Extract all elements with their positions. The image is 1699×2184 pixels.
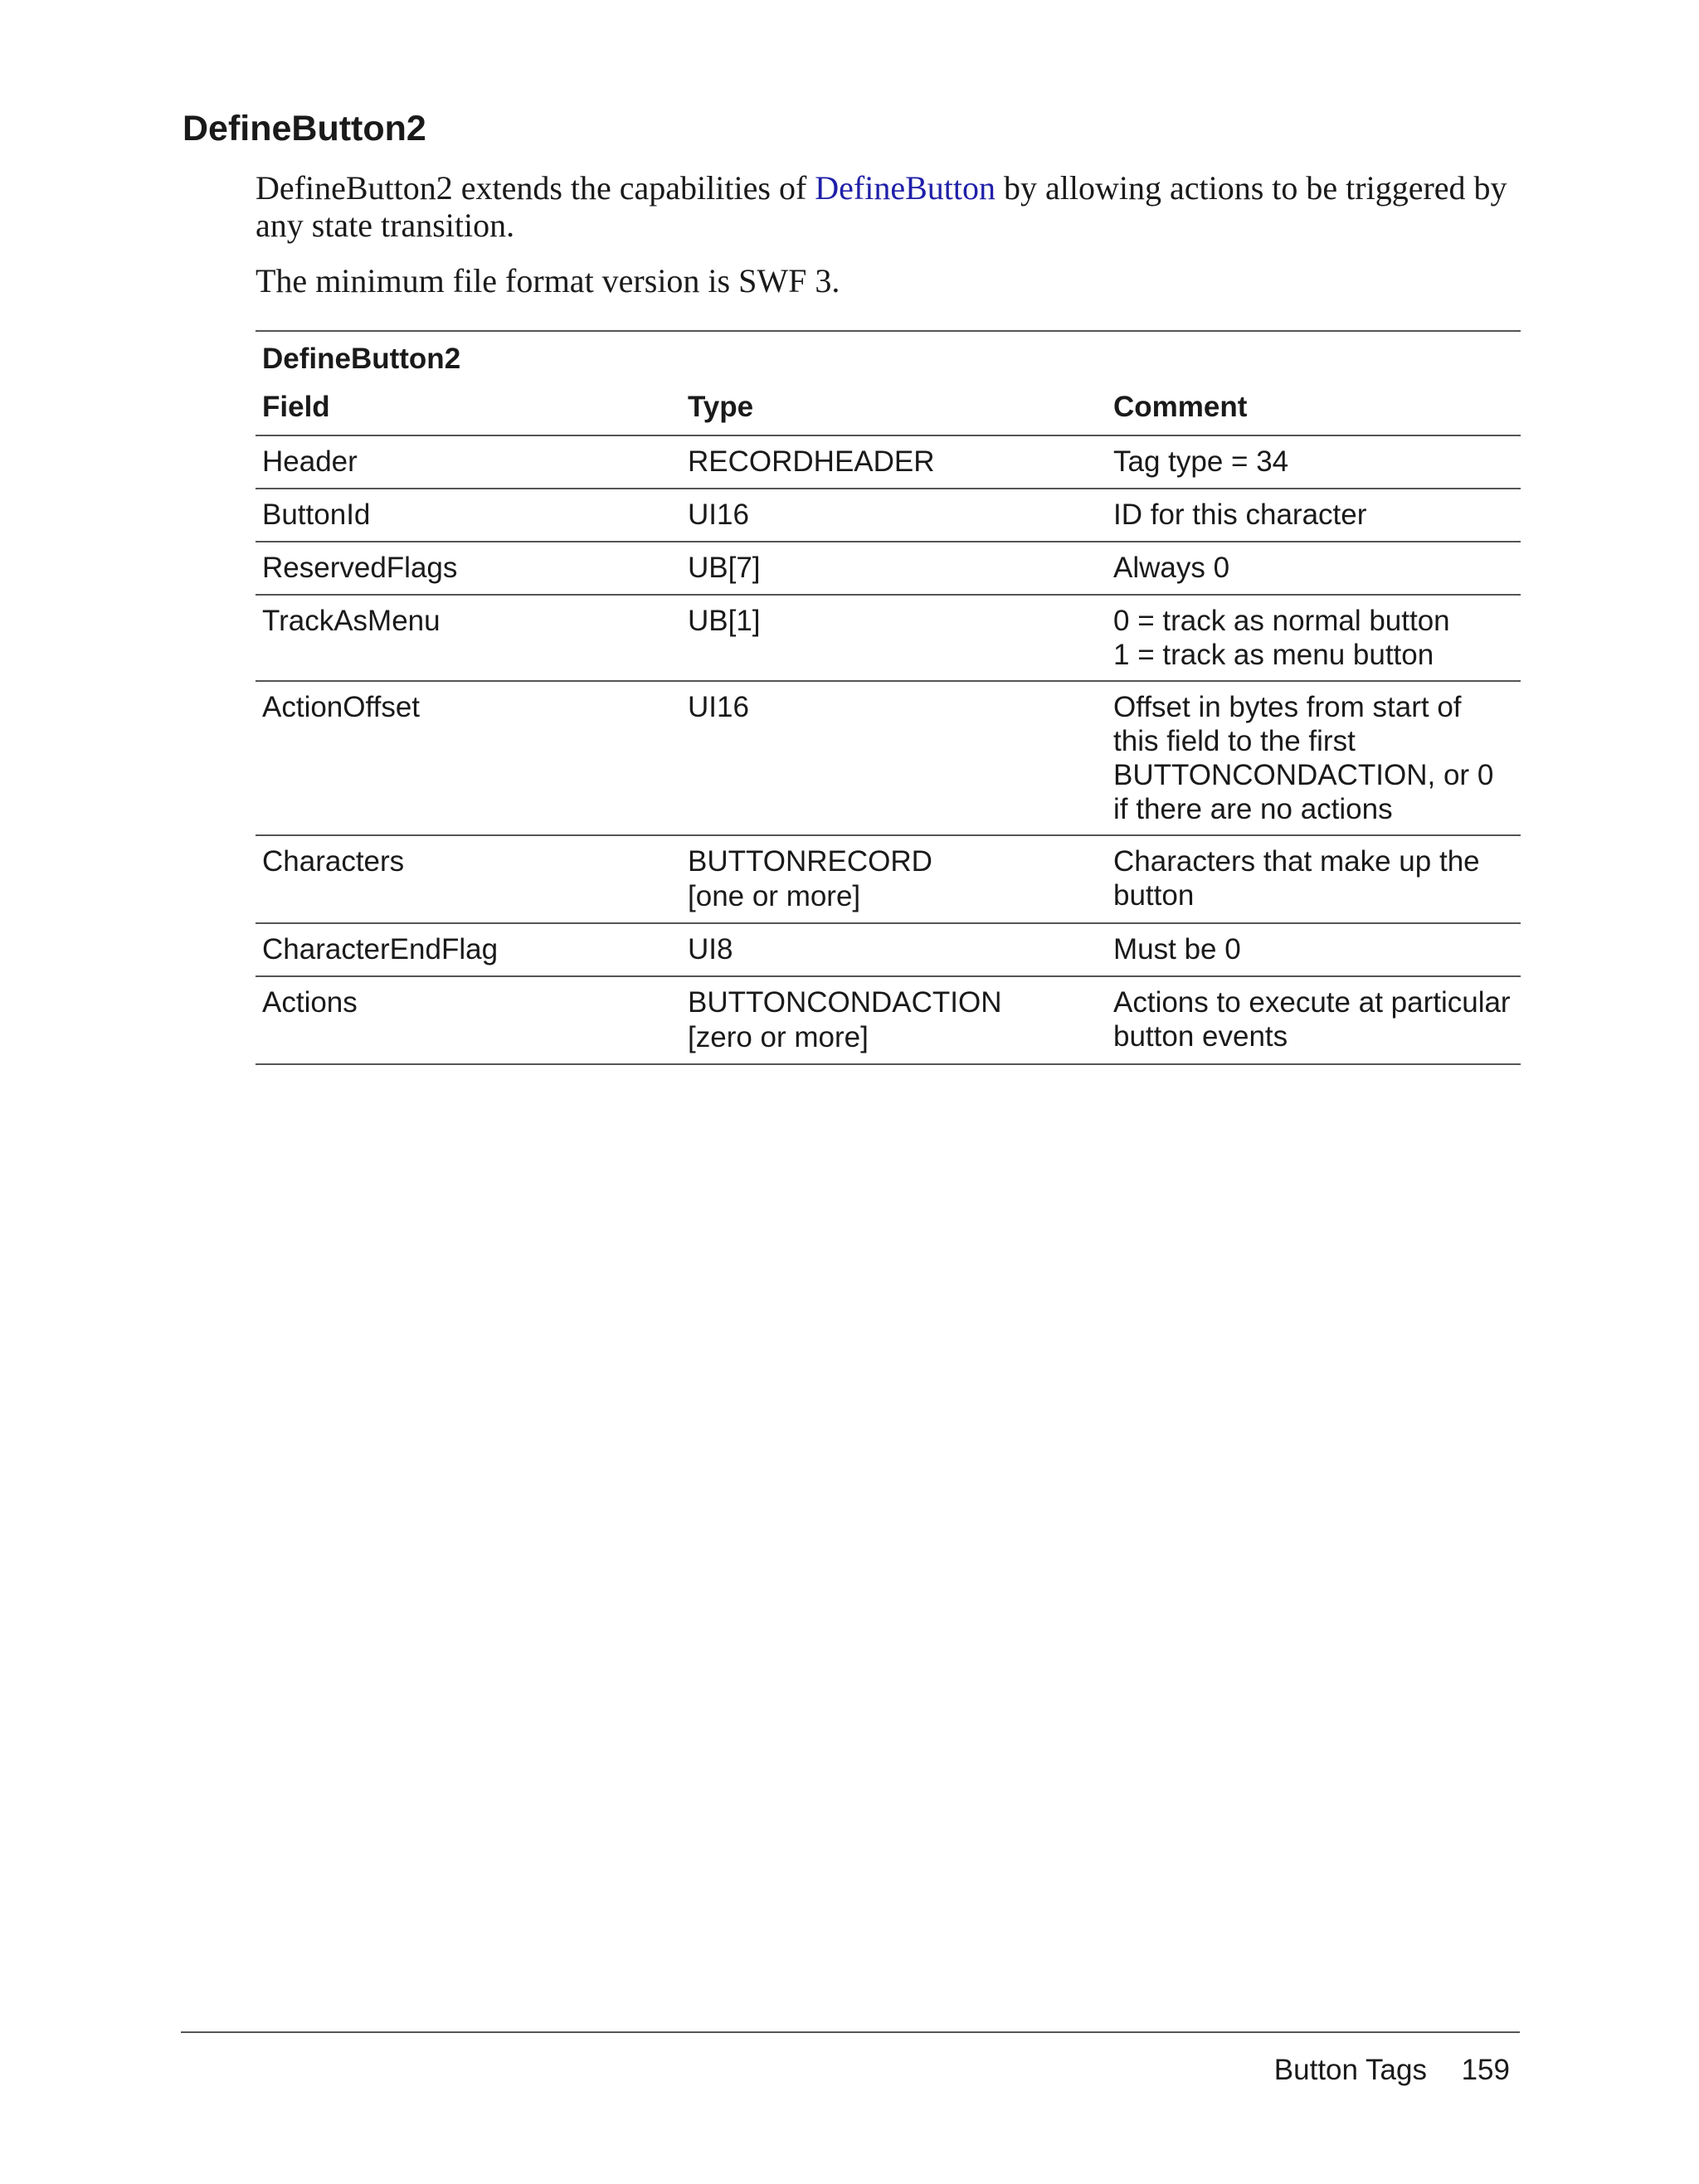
cell-comment-line: Tag type = 34: [1113, 445, 1289, 478]
cell-comment-line: Characters that make up the button: [1113, 845, 1480, 912]
cell-comment-line: 0 = track as normal button: [1113, 605, 1450, 637]
cell-field: Characters: [256, 835, 681, 923]
cell-type: [681, 681, 1107, 835]
intro-text-before-link: DefineButton2 extends the capabilities of: [256, 169, 815, 207]
table-body: [256, 435, 1521, 1064]
cell-type-line: UB[1]: [688, 605, 761, 637]
column-header-type: Type: [681, 382, 1107, 435]
cell-type-line: [one or more]: [688, 880, 861, 912]
cell-type: [681, 976, 1107, 1064]
definebutton2-table: [256, 330, 1521, 1065]
intro-text-after-link: by allowing actions to be triggered by any state transition.: [256, 169, 1507, 244]
cell-field: TrackAsMenu: [256, 595, 681, 681]
cell-type: [681, 835, 1107, 923]
cell-comment-line: Actions to execute at particular button events: [1113, 986, 1511, 1053]
cell-field: Actions: [256, 976, 681, 1064]
cell-field: ReservedFlags: [256, 542, 681, 595]
cell-type-line: [zero or more]: [688, 1021, 869, 1053]
cell-type-line: UI16: [688, 499, 749, 531]
cell-comment-line: 1 = track as menu button: [1113, 639, 1434, 671]
table-row: [256, 835, 1521, 923]
cell-type: [681, 435, 1107, 489]
cell-comment: [1107, 595, 1521, 681]
cell-type-line: UB[7]: [688, 552, 761, 584]
cell-comment: [1107, 835, 1521, 923]
cell-field: ButtonId: [256, 489, 681, 542]
table-row: [256, 542, 1521, 595]
section-heading: DefineButton2: [183, 109, 426, 148]
cell-field: CharacterEndFlag: [256, 923, 681, 976]
cell-type: [681, 923, 1107, 976]
cell-type-line: BUTTONCONDACTION: [688, 986, 1002, 1019]
cell-field: Header: [256, 435, 681, 489]
column-header-field: Field: [256, 382, 681, 435]
cell-comment-line: Always 0: [1113, 552, 1230, 584]
cell-comment: [1107, 435, 1521, 489]
cell-type-line: RECORDHEADER: [688, 445, 935, 478]
cell-comment: [1107, 542, 1521, 595]
table-row: [256, 489, 1521, 542]
footer-page-number: 159: [1461, 2054, 1510, 2086]
table-row: [256, 435, 1521, 489]
table-row: [256, 595, 1521, 681]
cell-type: [681, 542, 1107, 595]
cell-comment-line: Offset in bytes from start of this field to the first BUTTONCONDACTION, or 0 if there are no actions: [1113, 691, 1494, 825]
cell-comment: [1107, 681, 1521, 835]
cell-type: [681, 489, 1107, 542]
table-caption: DefineButton2: [256, 331, 1521, 382]
table-row: [256, 923, 1521, 976]
table-row: [256, 976, 1521, 1064]
footer-section-name: Button Tags: [1273, 2054, 1427, 2086]
column-header-comment: Comment: [1107, 382, 1521, 435]
intro-paragraph: [256, 169, 1525, 244]
cell-type-line: UI16: [688, 691, 749, 723]
min-version-paragraph: The minimum file format version is SWF 3.: [256, 262, 840, 299]
cell-type-line: UI8: [688, 933, 733, 966]
cell-comment: [1107, 923, 1521, 976]
cell-type: [681, 595, 1107, 681]
table-row: [256, 681, 1521, 835]
cell-comment: [1107, 976, 1521, 1064]
definebutton-link[interactable]: DefineButton: [815, 169, 996, 207]
footer-divider: [181, 2031, 1520, 2033]
table-header-row: [256, 382, 1521, 435]
cell-type-line: BUTTONRECORD: [688, 845, 932, 878]
cell-field: ActionOffset: [256, 681, 681, 835]
table-caption-row: [256, 331, 1521, 382]
cell-comment: [1107, 489, 1521, 542]
cell-comment-line: Must be 0: [1113, 933, 1241, 966]
cell-comment-line: ID for this character: [1113, 499, 1367, 531]
